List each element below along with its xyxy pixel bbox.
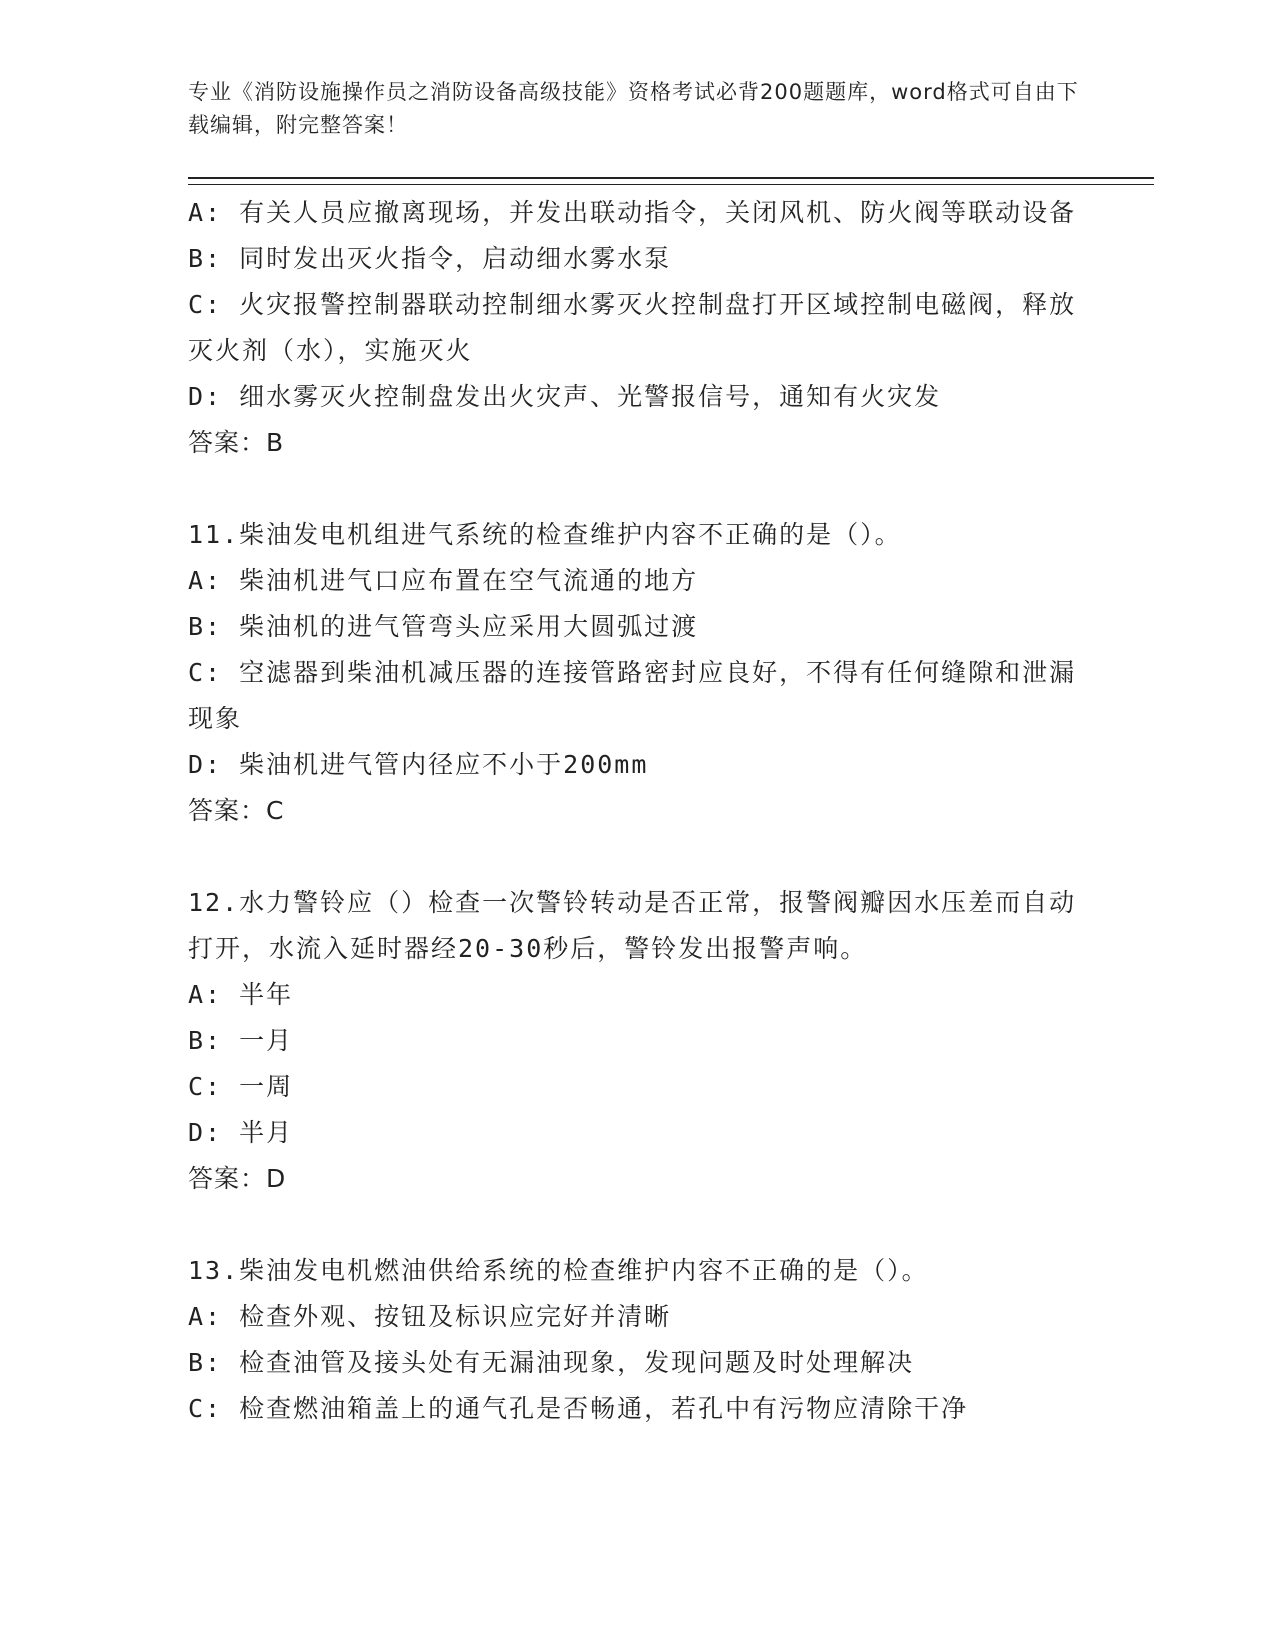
answer-line: 答案：B <box>188 428 285 457</box>
option-c: C: 火灾报警控制器联动控制细水雾灭火控制盘打开区域控制电磁阀，释放灭火剂（水），实施灭火 <box>188 290 1077 365</box>
question-block-10 <box>188 190 1078 466</box>
option-b: B: 一月 <box>188 1026 294 1055</box>
answer-line: 答案：C <box>188 796 285 825</box>
spacer <box>188 834 1078 880</box>
option-c: C: 空滤器到柴油机减压器的连接管路密封应良好，不得有任何缝隙和泄漏现象 <box>188 658 1077 733</box>
option-d: D: 半月 <box>188 1118 294 1147</box>
option-c: C: 一周 <box>188 1072 294 1101</box>
option-c: C: 检查燃油箱盖上的通气孔是否畅通，若孔中有污物应清除干净 <box>188 1394 969 1423</box>
option-b: B: 同时发出灭火指令，启动细水雾水泵 <box>188 244 672 273</box>
option-a: A: 有关人员应撤离现场，并发出联动指令，关闭风机、防火阀等联动设备 <box>188 198 1077 227</box>
answer-line: 答案：D <box>188 1164 287 1193</box>
header-text: 专业《消防设施操作员之消防设备高级技能》资格考试必背200题题库，word格式可自由下载编辑，附完整答案！ <box>188 80 1079 137</box>
option-a: A: 检查外观、按钮及标识应完好并清晰 <box>188 1302 672 1331</box>
option-a: A: 半年 <box>188 980 294 1009</box>
header-divider-thick <box>188 177 1154 179</box>
question-block-11 <box>188 512 1078 834</box>
option-d: D: 柴油机进气管内径应不小于200mm <box>188 750 649 779</box>
header-divider-thin <box>188 184 1154 185</box>
spacer <box>188 466 1078 512</box>
spacer <box>188 1202 1078 1248</box>
question-block-12 <box>188 880 1078 1202</box>
option-d: D: 细水雾灭火控制盘发出火灾声、光警报信号，通知有火灾发 <box>188 382 942 411</box>
document-header <box>188 76 1088 142</box>
option-b: B: 检查油管及接头处有无漏油现象，发现问题及时处理解决 <box>188 1348 915 1377</box>
question-text: 12.水力警铃应（）检查一次警铃转动是否正常，报警阀瓣因水压差而自动打开，水流入延时器经20-30秒后，警铃发出报警声响。 <box>188 888 1077 963</box>
question-text: 13.柴油发电机燃油供给系统的检查维护内容不正确的是（）。 <box>188 1256 929 1285</box>
option-a: A: 柴油机进气口应布置在空气流通的地方 <box>188 566 699 595</box>
option-b: B: 柴油机的进气管弯头应采用大圆弧过渡 <box>188 612 699 641</box>
question-block-13 <box>188 1248 1078 1432</box>
question-content <box>188 190 1078 1432</box>
question-text: 11.柴油发电机组进气系统的检查维护内容不正确的是（）。 <box>188 520 902 549</box>
